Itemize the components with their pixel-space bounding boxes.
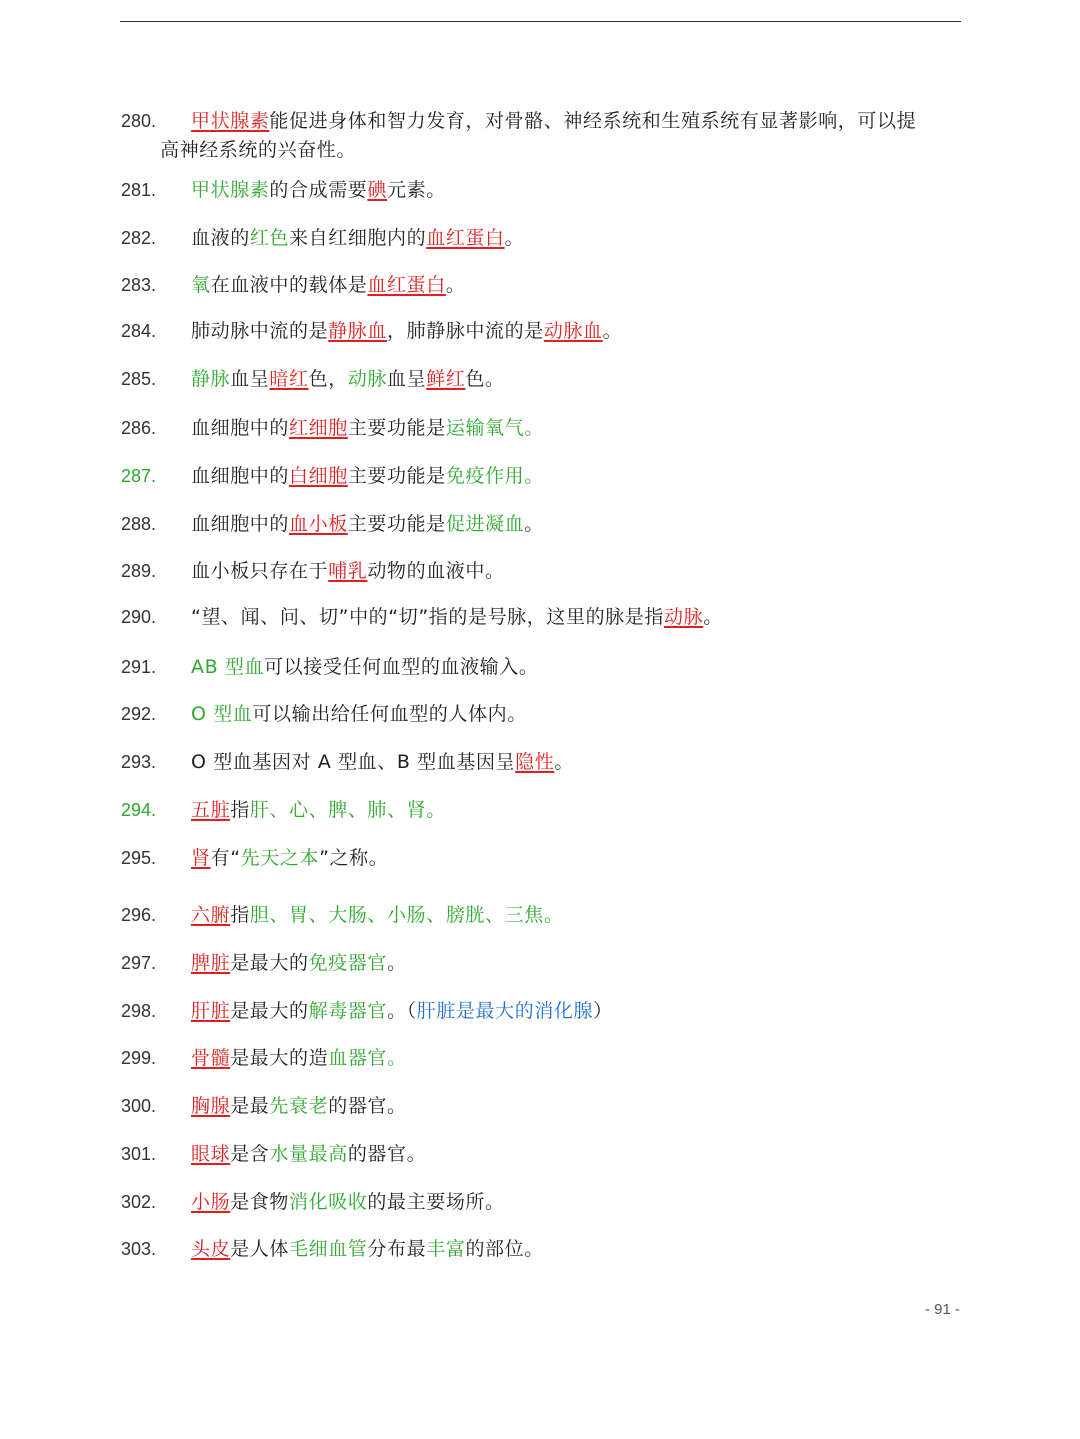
- body-text: 来自红细胞内的: [289, 227, 427, 249]
- item-text: [191, 998, 971, 1024]
- body-text: 。: [602, 320, 623, 342]
- key-term: 骨髓: [191, 1047, 231, 1069]
- highlight-term: O 型血: [191, 703, 253, 725]
- item-text: [191, 701, 971, 727]
- body-text: 是食物: [230, 1191, 290, 1213]
- item-text: [160, 108, 971, 163]
- item-number: 295.: [121, 848, 157, 868]
- item-number: 298.: [121, 1001, 157, 1021]
- item-number: 301.: [121, 1144, 157, 1164]
- body-text: 是人体: [230, 1238, 290, 1260]
- body-text: 的器官。: [347, 1143, 427, 1165]
- key-term: 六腑: [191, 904, 231, 926]
- body-text: 有“: [210, 847, 241, 869]
- item-number: 287.: [121, 466, 157, 486]
- body-text: 。: [703, 606, 723, 628]
- item-text: [191, 604, 971, 630]
- body-text: 可以输出给任何血型的人体内。: [252, 703, 527, 725]
- body-text: 。: [445, 274, 466, 296]
- item-number: 292.: [121, 704, 157, 724]
- body-text: 血细胞中的: [191, 417, 290, 439]
- key-term: 肾: [191, 847, 211, 869]
- body-text: 的合成需要: [269, 179, 368, 201]
- item-number: 297.: [121, 953, 157, 973]
- highlight-term: AB 型血: [191, 656, 265, 678]
- body-text: 是最大的: [230, 952, 309, 974]
- item-text: [191, 654, 971, 680]
- item-number: 299.: [121, 1048, 157, 1068]
- body-text: ）: [593, 1000, 613, 1022]
- key-term: 脾脏: [191, 952, 231, 974]
- highlight-term: 肝、心、脾、肺、肾。: [249, 799, 446, 821]
- body-text: 主要功能是: [347, 513, 446, 535]
- body-text: 指: [230, 799, 250, 821]
- key-term: 动脉血: [543, 320, 603, 342]
- body-text: 色。: [465, 368, 505, 390]
- highlight-term: 先衰老: [269, 1095, 329, 1117]
- body-text: 是含: [230, 1143, 270, 1165]
- body-text: 血小板只存在于: [191, 560, 329, 582]
- item-text: [191, 1045, 971, 1071]
- item-text: [191, 950, 971, 976]
- item-number: 280.: [121, 111, 157, 131]
- key-term: 血小板: [289, 513, 348, 535]
- body-text: 可以接受任何血型的血液输入。: [264, 656, 539, 678]
- key-term: 血红蛋白: [367, 274, 446, 296]
- highlight-term: 丰富: [426, 1238, 466, 1260]
- item-text-continuation: 高神经系统的兴奋性。: [160, 139, 357, 161]
- highlight-term: 胆、胃、大肠、小肠、膀胱、三焦。: [249, 904, 564, 926]
- item-text: [191, 797, 971, 823]
- body-text: 色，: [308, 368, 348, 390]
- highlight-term: 免疫作用。: [445, 465, 544, 487]
- highlight-term: 促进凝血: [445, 513, 525, 535]
- highlight-term: 免疫器官: [308, 952, 388, 974]
- key-term: 暗红: [269, 368, 309, 390]
- body-text: 是最大的造: [230, 1047, 329, 1069]
- body-text: 是最: [230, 1095, 270, 1117]
- item-number: 290.: [121, 607, 157, 627]
- highlight-term: 血器官。: [328, 1047, 407, 1069]
- body-text: 。: [387, 952, 407, 974]
- item-number: 286.: [121, 418, 157, 438]
- key-term: 胸腺: [191, 1095, 231, 1117]
- key-term: 甲状腺素: [191, 110, 270, 132]
- key-term: 隐性: [515, 751, 555, 773]
- item-text: [191, 415, 971, 441]
- highlight-term: 消化吸收: [289, 1191, 368, 1213]
- key-term: 血红蛋白: [426, 227, 505, 249]
- item-text: [191, 1141, 971, 1167]
- item-number: 282.: [121, 228, 157, 248]
- body-text: ，肺静脉中流的是: [387, 320, 544, 342]
- item-number: 284.: [121, 321, 157, 341]
- item-number: 281.: [121, 180, 157, 200]
- body-text: 肺动脉中流的是: [191, 320, 329, 342]
- item-number: 296.: [121, 905, 157, 925]
- body-text: 。: [504, 227, 525, 249]
- body-text: “望、闻、问、切”中的“切”指的是号脉，这里的脉是指: [191, 606, 664, 628]
- body-text: 分布最: [367, 1238, 427, 1260]
- item-number: 302.: [121, 1192, 157, 1212]
- body-text: 。: [524, 513, 544, 535]
- item-text: [191, 1093, 971, 1119]
- item-text: [191, 366, 971, 392]
- highlight-term: 解毒器官: [308, 1000, 388, 1022]
- item-text: [191, 511, 971, 537]
- item-number: 300.: [121, 1096, 157, 1116]
- item-number: 294.: [121, 800, 157, 820]
- item-number: 288.: [121, 514, 157, 534]
- item-number: 285.: [121, 369, 157, 389]
- highlight-term: 毛细血管: [289, 1238, 368, 1260]
- key-term: 头皮: [191, 1238, 231, 1260]
- body-text: 血细胞中的: [191, 513, 290, 535]
- body-text: 血液的: [191, 227, 250, 249]
- key-term: 肝脏: [191, 1000, 231, 1022]
- item-text: [191, 1189, 971, 1215]
- key-term: 静脉血: [328, 320, 388, 342]
- body-text: 血呈: [387, 368, 427, 390]
- body-text: 的最主要场所。: [367, 1191, 505, 1213]
- page-number: - 91 -: [925, 1301, 961, 1318]
- item-text: [191, 558, 971, 584]
- highlight-term: 先天之本: [240, 847, 320, 869]
- body-text: 主要功能是: [347, 417, 446, 439]
- body-text: 血细胞中的: [191, 465, 290, 487]
- body-text: 动物的血液中。: [367, 560, 505, 582]
- key-term: 哺乳: [328, 560, 368, 582]
- body-text: O 型血基因对 A 型血、B 型血基因呈: [191, 751, 516, 773]
- item-number: 291.: [121, 657, 157, 677]
- body-text: 是最大的: [230, 1000, 309, 1022]
- header-rule: [120, 21, 961, 22]
- body-text: 在血液中的载体是: [210, 274, 368, 296]
- body-text: 主要功能是: [347, 465, 446, 487]
- body-text: 血呈: [230, 368, 270, 390]
- highlight-term: 红色: [249, 227, 290, 249]
- item-text: [191, 463, 971, 489]
- item-text: [191, 318, 971, 344]
- item-number: 303.: [121, 1239, 157, 1259]
- key-term: 鲜红: [426, 368, 466, 390]
- item-text: [191, 225, 971, 251]
- body-text: 。（: [387, 1000, 417, 1022]
- highlight-term: 动脉: [347, 368, 388, 390]
- item-text: [191, 272, 971, 298]
- item-number: 289.: [121, 561, 157, 581]
- key-term: 小肠: [191, 1191, 231, 1213]
- key-term: 红细胞: [289, 417, 348, 439]
- highlight-term: 水量最高: [269, 1143, 348, 1165]
- note-text: 肝脏是最大的消化腺: [416, 1000, 594, 1022]
- highlight-term: 氧: [191, 274, 211, 296]
- key-term: 眼球: [191, 1143, 231, 1165]
- body-text: 能促进身体和智力发育，对骨骼、神经系统和生殖系统有显著影响，可以提: [269, 110, 917, 132]
- body-text: 的部位。: [465, 1238, 544, 1260]
- body-text: 指: [230, 904, 250, 926]
- highlight-term: 运输氧气。: [445, 417, 544, 439]
- key-term: 五脏: [191, 799, 231, 821]
- body-text: 的器官。: [328, 1095, 407, 1117]
- highlight-term: 静脉: [191, 368, 231, 390]
- key-term: 碘: [367, 179, 388, 201]
- body-text: 元素。: [387, 179, 446, 201]
- body-text: 。: [554, 751, 574, 773]
- key-term: 动脉: [663, 606, 704, 628]
- key-term: 白细胞: [289, 465, 348, 487]
- body-text: ”之称。: [319, 847, 389, 869]
- item-text: [191, 177, 971, 203]
- item-text: [191, 749, 971, 775]
- item-text: [191, 1236, 971, 1262]
- item-number: 283.: [121, 275, 157, 295]
- highlight-term: 甲状腺素: [191, 179, 270, 201]
- item-text: [191, 845, 971, 871]
- item-number: 293.: [121, 752, 157, 772]
- item-text: [191, 902, 971, 928]
